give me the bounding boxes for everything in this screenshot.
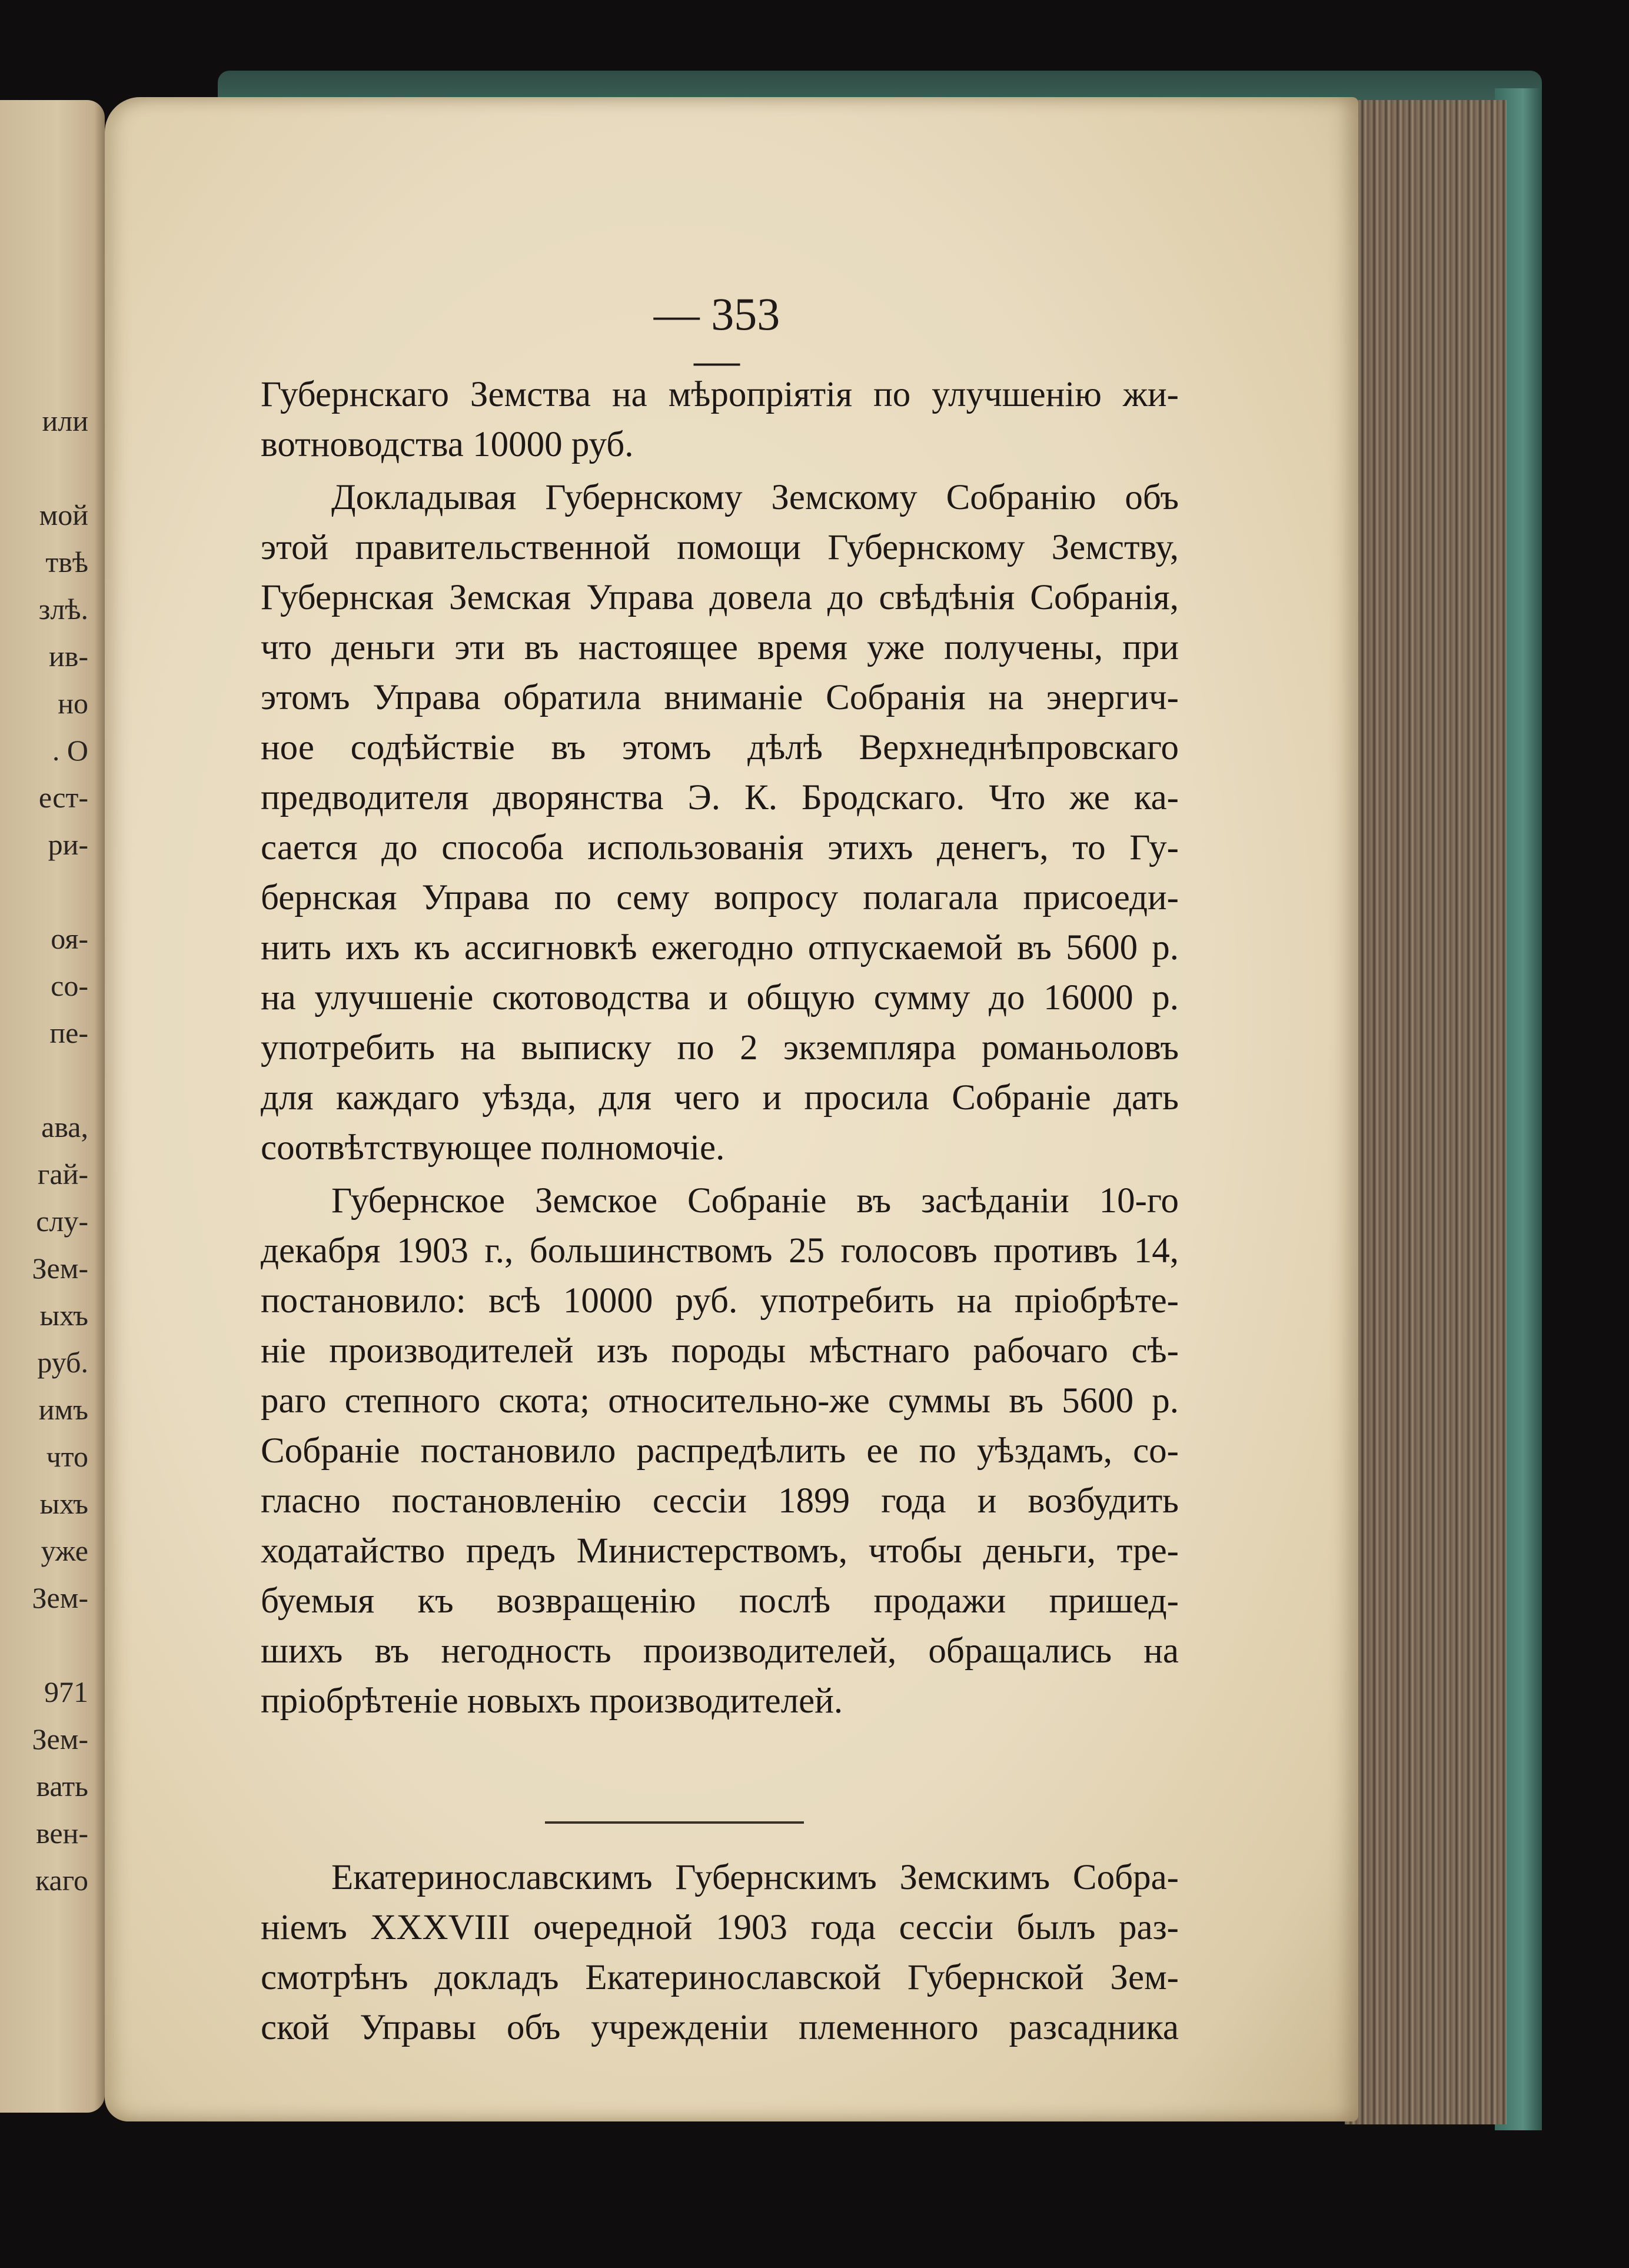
text-line: вотноводства 10000 руб. xyxy=(261,425,634,464)
text-line: декабря 1903 г., большинствомъ 25 голосовъ противъ 14, xyxy=(261,1231,1179,1271)
left-fragment: или xyxy=(42,404,88,437)
text-line: что деньги эти въ настоящее время уже получены, при xyxy=(261,628,1179,667)
left-fragment: 971 xyxy=(44,1675,88,1708)
text-line: постановило: всѣ 10000 руб. употребить на пріобрѣте- xyxy=(261,1281,1179,1321)
left-fragment: ыхъ xyxy=(39,1299,88,1332)
left-fragment: но xyxy=(58,687,88,720)
left-fragment: Зем- xyxy=(32,1581,88,1614)
left-fragment: уже xyxy=(41,1534,88,1567)
left-fragment: ава, xyxy=(41,1110,88,1143)
text-line: сается до способа использованія этихъ денегъ, то Гу- xyxy=(261,828,1179,867)
left-fragment: оя- xyxy=(51,922,88,955)
left-fragment: ыхъ xyxy=(39,1487,88,1520)
text-line: ской Управы объ учрежденіи племенного разсадника xyxy=(261,2008,1179,2047)
text-line: пріобрѣтеніе новыхъ производителей. xyxy=(261,1681,843,1721)
text-line: ніемъ XXXVIII очередной 1903 года сессіи былъ раз- xyxy=(261,1908,1179,1947)
left-fragment: руб. xyxy=(37,1346,88,1379)
text-line: смотрѣнъ докладъ Екатеринославской Губернской Зем- xyxy=(261,1958,1179,1997)
text-line: Екатеринославскимъ Губернскимъ Земскимъ Собра- xyxy=(331,1858,1179,1897)
text-line: ніе производителей изъ породы мѣстнаго рабочаго сѣ- xyxy=(261,1331,1179,1371)
left-fragment: вен- xyxy=(36,1817,88,1850)
left-fragment: ив- xyxy=(48,640,88,673)
text-line: соотвѣтствующее полномочіе. xyxy=(261,1128,725,1168)
text-line: буемыя къ возвращенію послѣ продажи пришед- xyxy=(261,1581,1179,1621)
text-line: этой правительственной помощи Губернскому Земству, xyxy=(261,528,1179,567)
left-fragment: твѣ xyxy=(45,546,88,578)
text-line: Губернскаго Земства на мѣропріятія по улучшенію жи- xyxy=(261,375,1179,414)
left-fragment: . О xyxy=(52,734,88,767)
page-stack-edge xyxy=(1345,100,1507,2124)
left-fragment: Зем- xyxy=(32,1722,88,1755)
text-line: Губернская Земская Управа довела до свѣдѣнія Собранія, xyxy=(261,578,1179,617)
left-fragment: каго xyxy=(35,1864,88,1897)
text-line: нить ихъ къ ассигновкѣ ежегодно отпускаемой въ 5600 р. xyxy=(261,928,1179,967)
text-line: для каждаго уѣзда, для чего и просила Собраніе дать xyxy=(261,1078,1179,1118)
left-fragment: слу- xyxy=(36,1205,88,1238)
text-line: Докладывая Губернскому Земскому Собранію объ xyxy=(331,478,1179,517)
left-fragment: гай- xyxy=(37,1158,88,1190)
left-page-margin xyxy=(0,100,105,2113)
left-fragment: ест- xyxy=(38,781,88,814)
left-fragment: вать xyxy=(36,1770,88,1803)
text-line: ное содѣйствіе въ этомъ дѣлѣ Верхнеднѣпровскаго xyxy=(261,728,1179,767)
book-page xyxy=(105,97,1358,2121)
left-fragment: Зем- xyxy=(32,1252,88,1285)
text-line: предводителя дворянства Э. К. Бродскаго. Что же ка- xyxy=(261,778,1179,817)
left-fragment: пе- xyxy=(49,1016,88,1049)
text-line: гласно постановленію сессіи 1899 года и возбудить xyxy=(261,1481,1179,1521)
left-fragment: мой xyxy=(39,498,88,531)
left-fragment: имъ xyxy=(38,1393,88,1426)
text-line: употребить на выписку по 2 экземпляра романьоловъ xyxy=(261,1028,1179,1068)
text-line: ходатайство предъ Министерствомъ, чтобы деньги, тре- xyxy=(261,1531,1179,1571)
text-line: Собраніе постановило распредѣлить ее по уѣздамъ, со- xyxy=(261,1431,1179,1471)
text-line: на улучшеніе скотоводства и общую сумму до 16000 р. xyxy=(261,978,1179,1017)
section-divider xyxy=(545,1821,804,1824)
text-line: этомъ Управа обратила вниманіе Собранія на энергич- xyxy=(261,678,1179,717)
page-number: — 353 — xyxy=(653,288,780,385)
text-line: бернская Управа по сему вопросу полагала присоеди- xyxy=(261,878,1179,917)
left-fragment: злѣ. xyxy=(38,593,88,626)
text-line: раго степного скота; относительно-же суммы въ 5600 р. xyxy=(261,1381,1179,1421)
left-fragment: что xyxy=(46,1440,88,1473)
left-fragment: со- xyxy=(51,969,88,1002)
left-fragment: ри- xyxy=(48,828,88,861)
text-line: шихъ въ негодность производителей, обращались на xyxy=(261,1631,1179,1671)
text-line: Губернское Земское Собраніе въ засѣданіи 10-го xyxy=(331,1181,1179,1221)
